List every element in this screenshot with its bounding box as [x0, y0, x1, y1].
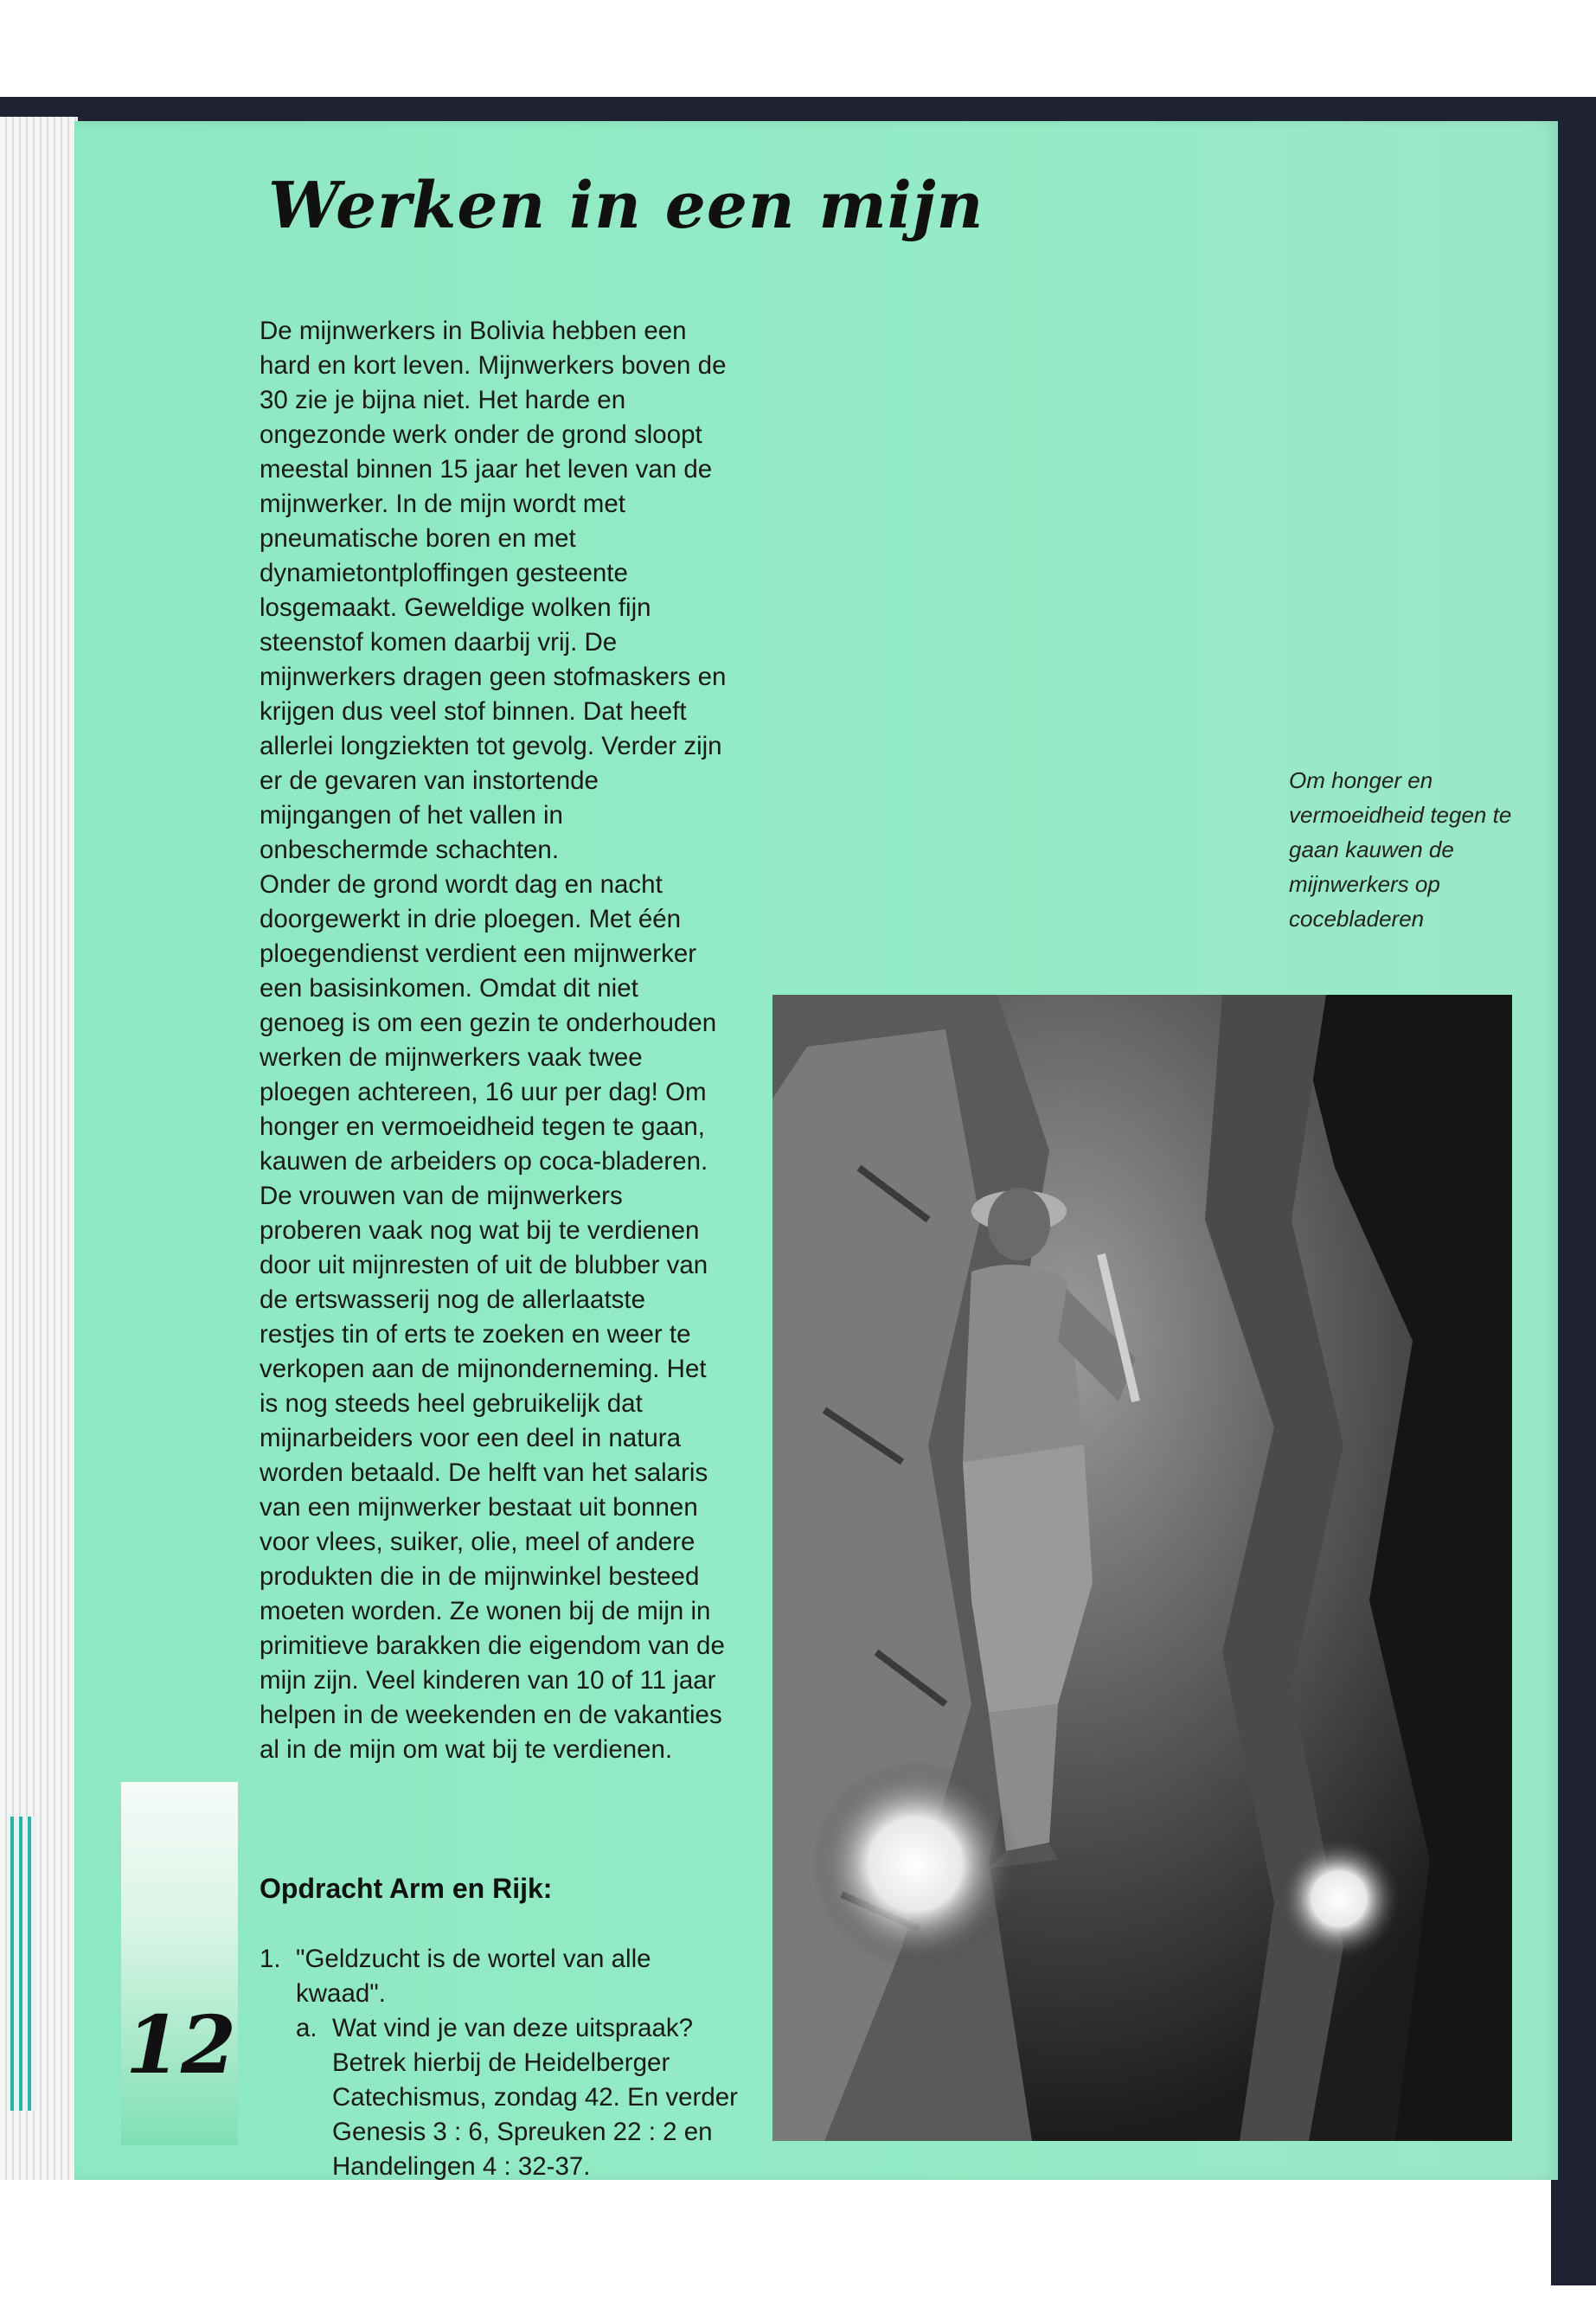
photo-caption: Om honger en vermoeidheid tegen te gaan kauwen de mijnwerkers op cocebladeren	[1289, 767, 1512, 932]
subquestion-text: Wat vind je van deze uitspraak? Betrek hierbij de Heidelberger Catechismus, zondag 42. En verder Genesis 3 : 6, Spreuken 22 : 2 en Handelingen 4 : 32-37.	[332, 2014, 738, 2181]
mine-worker-photo	[772, 995, 1512, 2141]
assignment-heading: Opdracht Arm en Rijk:	[260, 1873, 553, 1904]
subquestion-label: a.	[296, 2014, 317, 2042]
edge-tabs	[10, 1817, 36, 2111]
article-paragraph-1: De mijnwerkers in Bolivia hebben een hard en kort leven. Mijnwerkers boven de 30 zie je bijna niet. Het harde en ongezonde werk onder de grond sloopt meestal binnen 15 jaar het leven van de mijnwerker. In de mijn wordt met pneumatische boren en met dynamietontploffingen gesteente losgemaakt. Geweldige wolken fijn steenstof komen daarbij vrij. De mijnwerkers dragen geen stofmaskers en krijgen dus veel stof binnen. Dat heeft allerlei longziekten tot gevolg. Verder zijn er de gevaren van instortende mijngangen of het vallen in onbeschermde schachten.	[260, 317, 727, 864]
article-column-left	[260, 314, 727, 1767]
assignment-question-1	[260, 1942, 744, 2184]
question-number: 1.	[260, 1945, 281, 1973]
book-cover-top	[0, 97, 1596, 123]
page-number: 12	[125, 1998, 237, 2092]
page-title: Werken in een mijn	[268, 169, 984, 243]
question-text: "Geldzucht is de wortel van alle kwaad".	[296, 1945, 651, 2008]
article-paragraph-2: Onder de grond wordt dag en nacht doorgewerkt in drie ploegen. Met één ploegendienst verdient een mijnwerker een basisinkomen. Omdat dit niet genoeg is om een gezin te onderhouden werken de mijnwerkers vaak twee ploegen achtereen, 16 uur per dag! Om honger en vermoeidheid tegen te gaan, kauwen de arbeiders op coca-bladeren. De vrouwen van de mijnwerkers proberen vaak nog wat bij te verdienen door uit mijnresten of uit de blubber van de ertswasserij nog de allerlaatste restjes tin of erts te zoeken en weer te verkopen aan de mijnonderneming. Het is nog steeds heel gebruikelijk dat mijnarbeiders voor een deel in natura worden betaald. De helft van het salaris van een mijnwerker bestaat uit bonnen voor vlees, suiker, olie, meel of andere produkten die in de mijnwinkel besteed moeten worden. Ze wonen bij de mijn in primitieve barakken die eigendom van de mijn zijn. Veel kinderen van 10 of 11 jaar helpen in de weekenden en de vakanties al in de mijn om wat bij te verdienen.	[260, 870, 725, 1764]
mine-worker-illustration	[772, 995, 1512, 2141]
